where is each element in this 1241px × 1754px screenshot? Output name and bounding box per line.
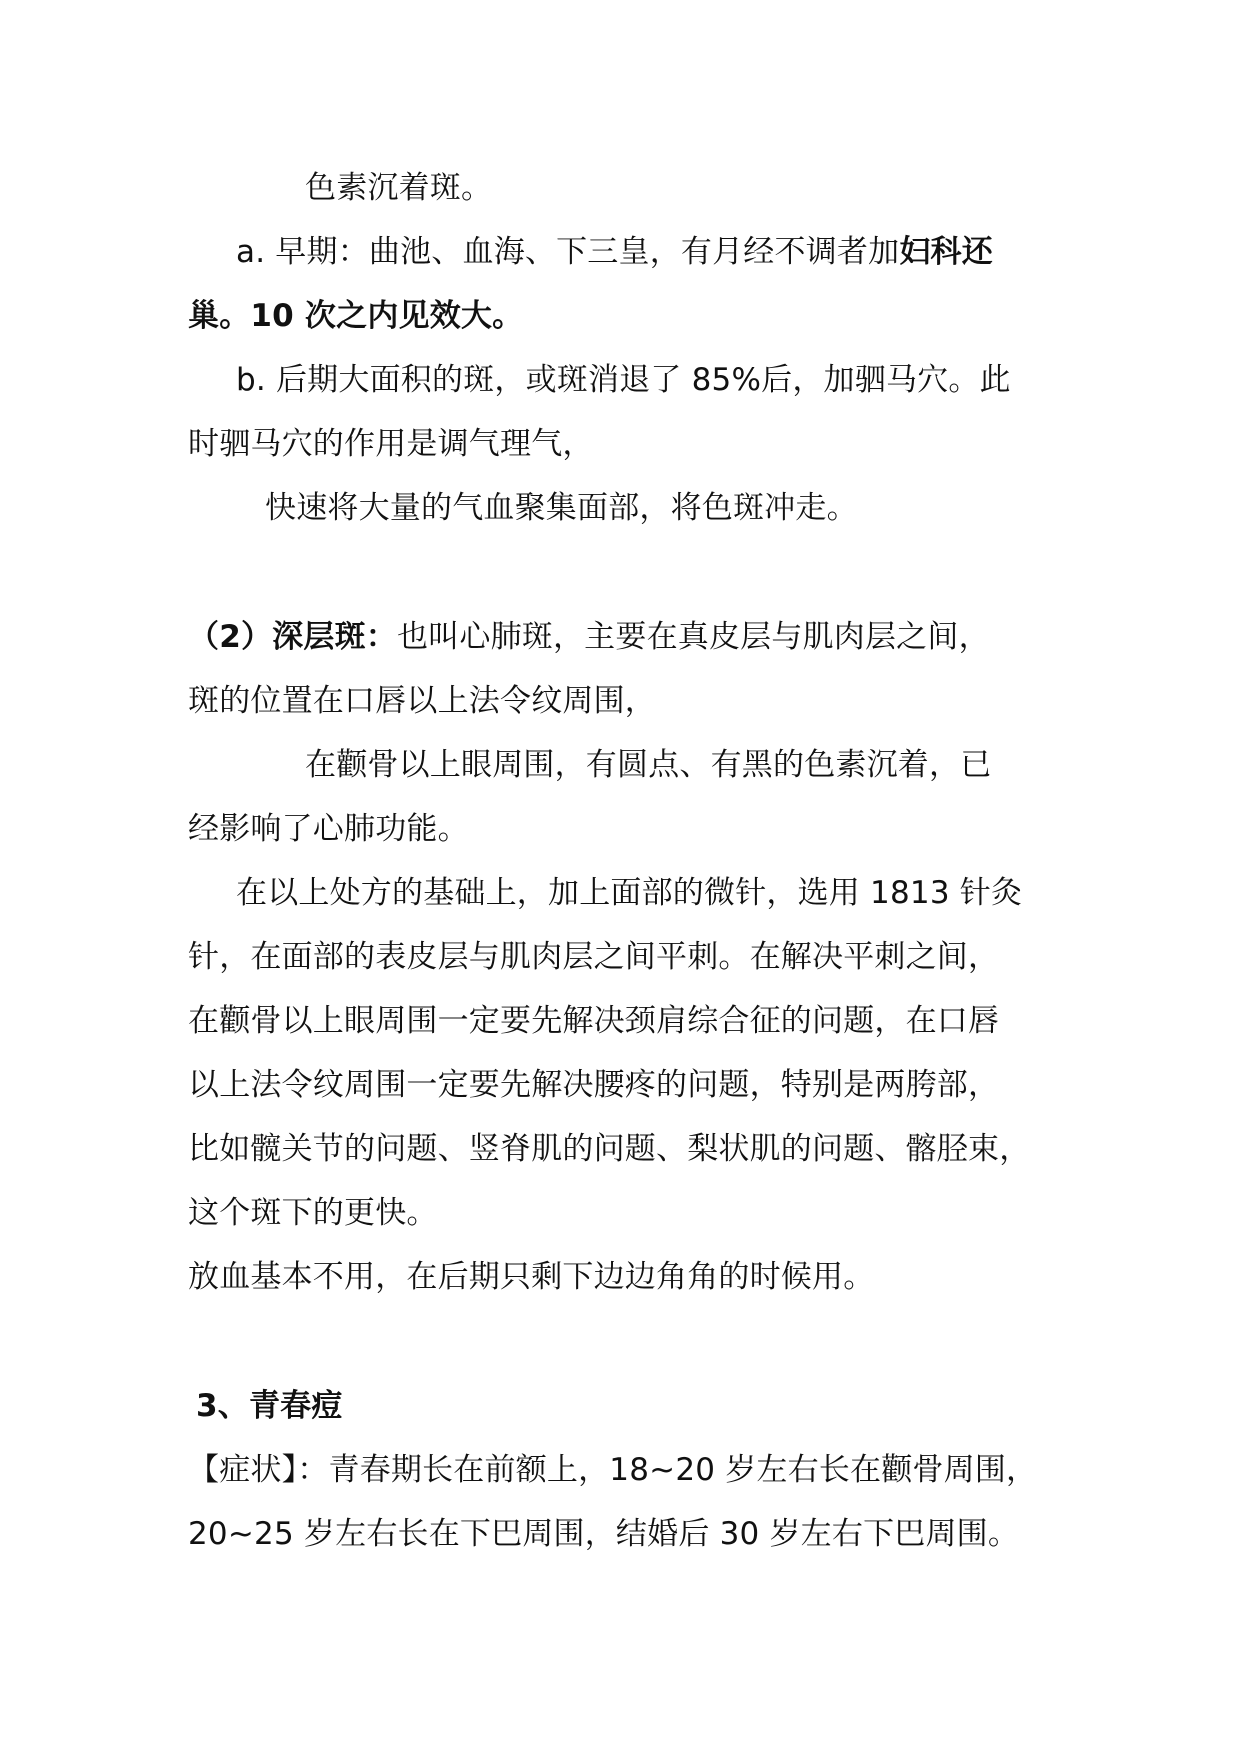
text-line xyxy=(188,296,523,336)
text-line xyxy=(188,1193,438,1233)
text-line xyxy=(188,1001,999,1041)
text-segment: 时驷马穴的作用是调气理气， xyxy=(188,426,594,462)
text-line xyxy=(236,873,1022,913)
text-line xyxy=(236,232,993,272)
text-line xyxy=(236,360,1011,400)
text-segment: 在颧骨以上眼周围，有圆点、有黑的色素沉着，已 xyxy=(305,747,992,783)
text-segment-bold: 3、青春痘 xyxy=(196,1388,343,1424)
text-segment: 比如髋关节的问题、竖脊肌的问题、梨状肌的问题、髂胫束， xyxy=(188,1131,1031,1167)
text-line xyxy=(188,617,990,657)
text-line xyxy=(188,1065,999,1105)
text-segment-bold: 妇科还 xyxy=(899,234,993,270)
text-segment: b. 后期大面积的斑，或斑消退了 85%后，加驷马穴。此 xyxy=(236,362,1011,398)
text-line xyxy=(305,168,492,208)
text-segment: 20~25 岁左右长在下巴周围，结婚后 30 岁左右下巴周围。 xyxy=(188,1516,1020,1552)
text-segment: 色素沉着斑。 xyxy=(305,170,493,206)
text-segment: 这个斑下的更快。 xyxy=(188,1195,438,1231)
text-line xyxy=(188,809,469,849)
text-line xyxy=(188,1514,1019,1554)
text-line xyxy=(188,424,594,464)
text-segment: 针，在面部的表皮层与肌肉层之间平刺。在解决平刺之间， xyxy=(188,939,1000,975)
text-segment: 【症状】：青春期长在前额上，18~20 岁左右长在颧骨周围， xyxy=(188,1452,1038,1488)
text-line xyxy=(188,1450,1037,1490)
text-line xyxy=(305,745,991,785)
text-line xyxy=(188,681,656,721)
text-segment: 以上法令纹周围一定要先解决腰疼的问题，特别是两胯部， xyxy=(188,1067,1000,1103)
text-segment: 也叫心肺斑，主要在真皮层与肌肉层之间， xyxy=(396,619,990,655)
text-line xyxy=(265,488,858,528)
text-segment: 放血基本不用，在后期只剩下边边角角的时候用。 xyxy=(188,1259,875,1295)
text-segment: 经影响了心肺功能。 xyxy=(188,811,469,847)
text-segment: 在颧骨以上眼周围一定要先解决颈肩综合征的问题，在口唇 xyxy=(188,1003,1000,1039)
section-heading xyxy=(196,1386,343,1426)
text-segment: 快速将大量的气血聚集面部，将色斑冲走。 xyxy=(265,490,858,526)
text-segment-bold: 巢。10 次之内见效大。 xyxy=(188,298,524,334)
text-line xyxy=(188,937,999,977)
text-line xyxy=(188,1257,874,1297)
text-segment: a. 早期：曲池、血海、下三皇，有月经不调者加 xyxy=(236,234,900,270)
section-heading: （2）深层斑： xyxy=(188,619,397,655)
text-segment: 斑的位置在口唇以上法令纹周围， xyxy=(188,683,656,719)
text-segment: 在以上处方的基础上，加上面部的微针，选用 1813 针灸 xyxy=(236,875,1023,911)
text-line xyxy=(188,1129,1030,1169)
